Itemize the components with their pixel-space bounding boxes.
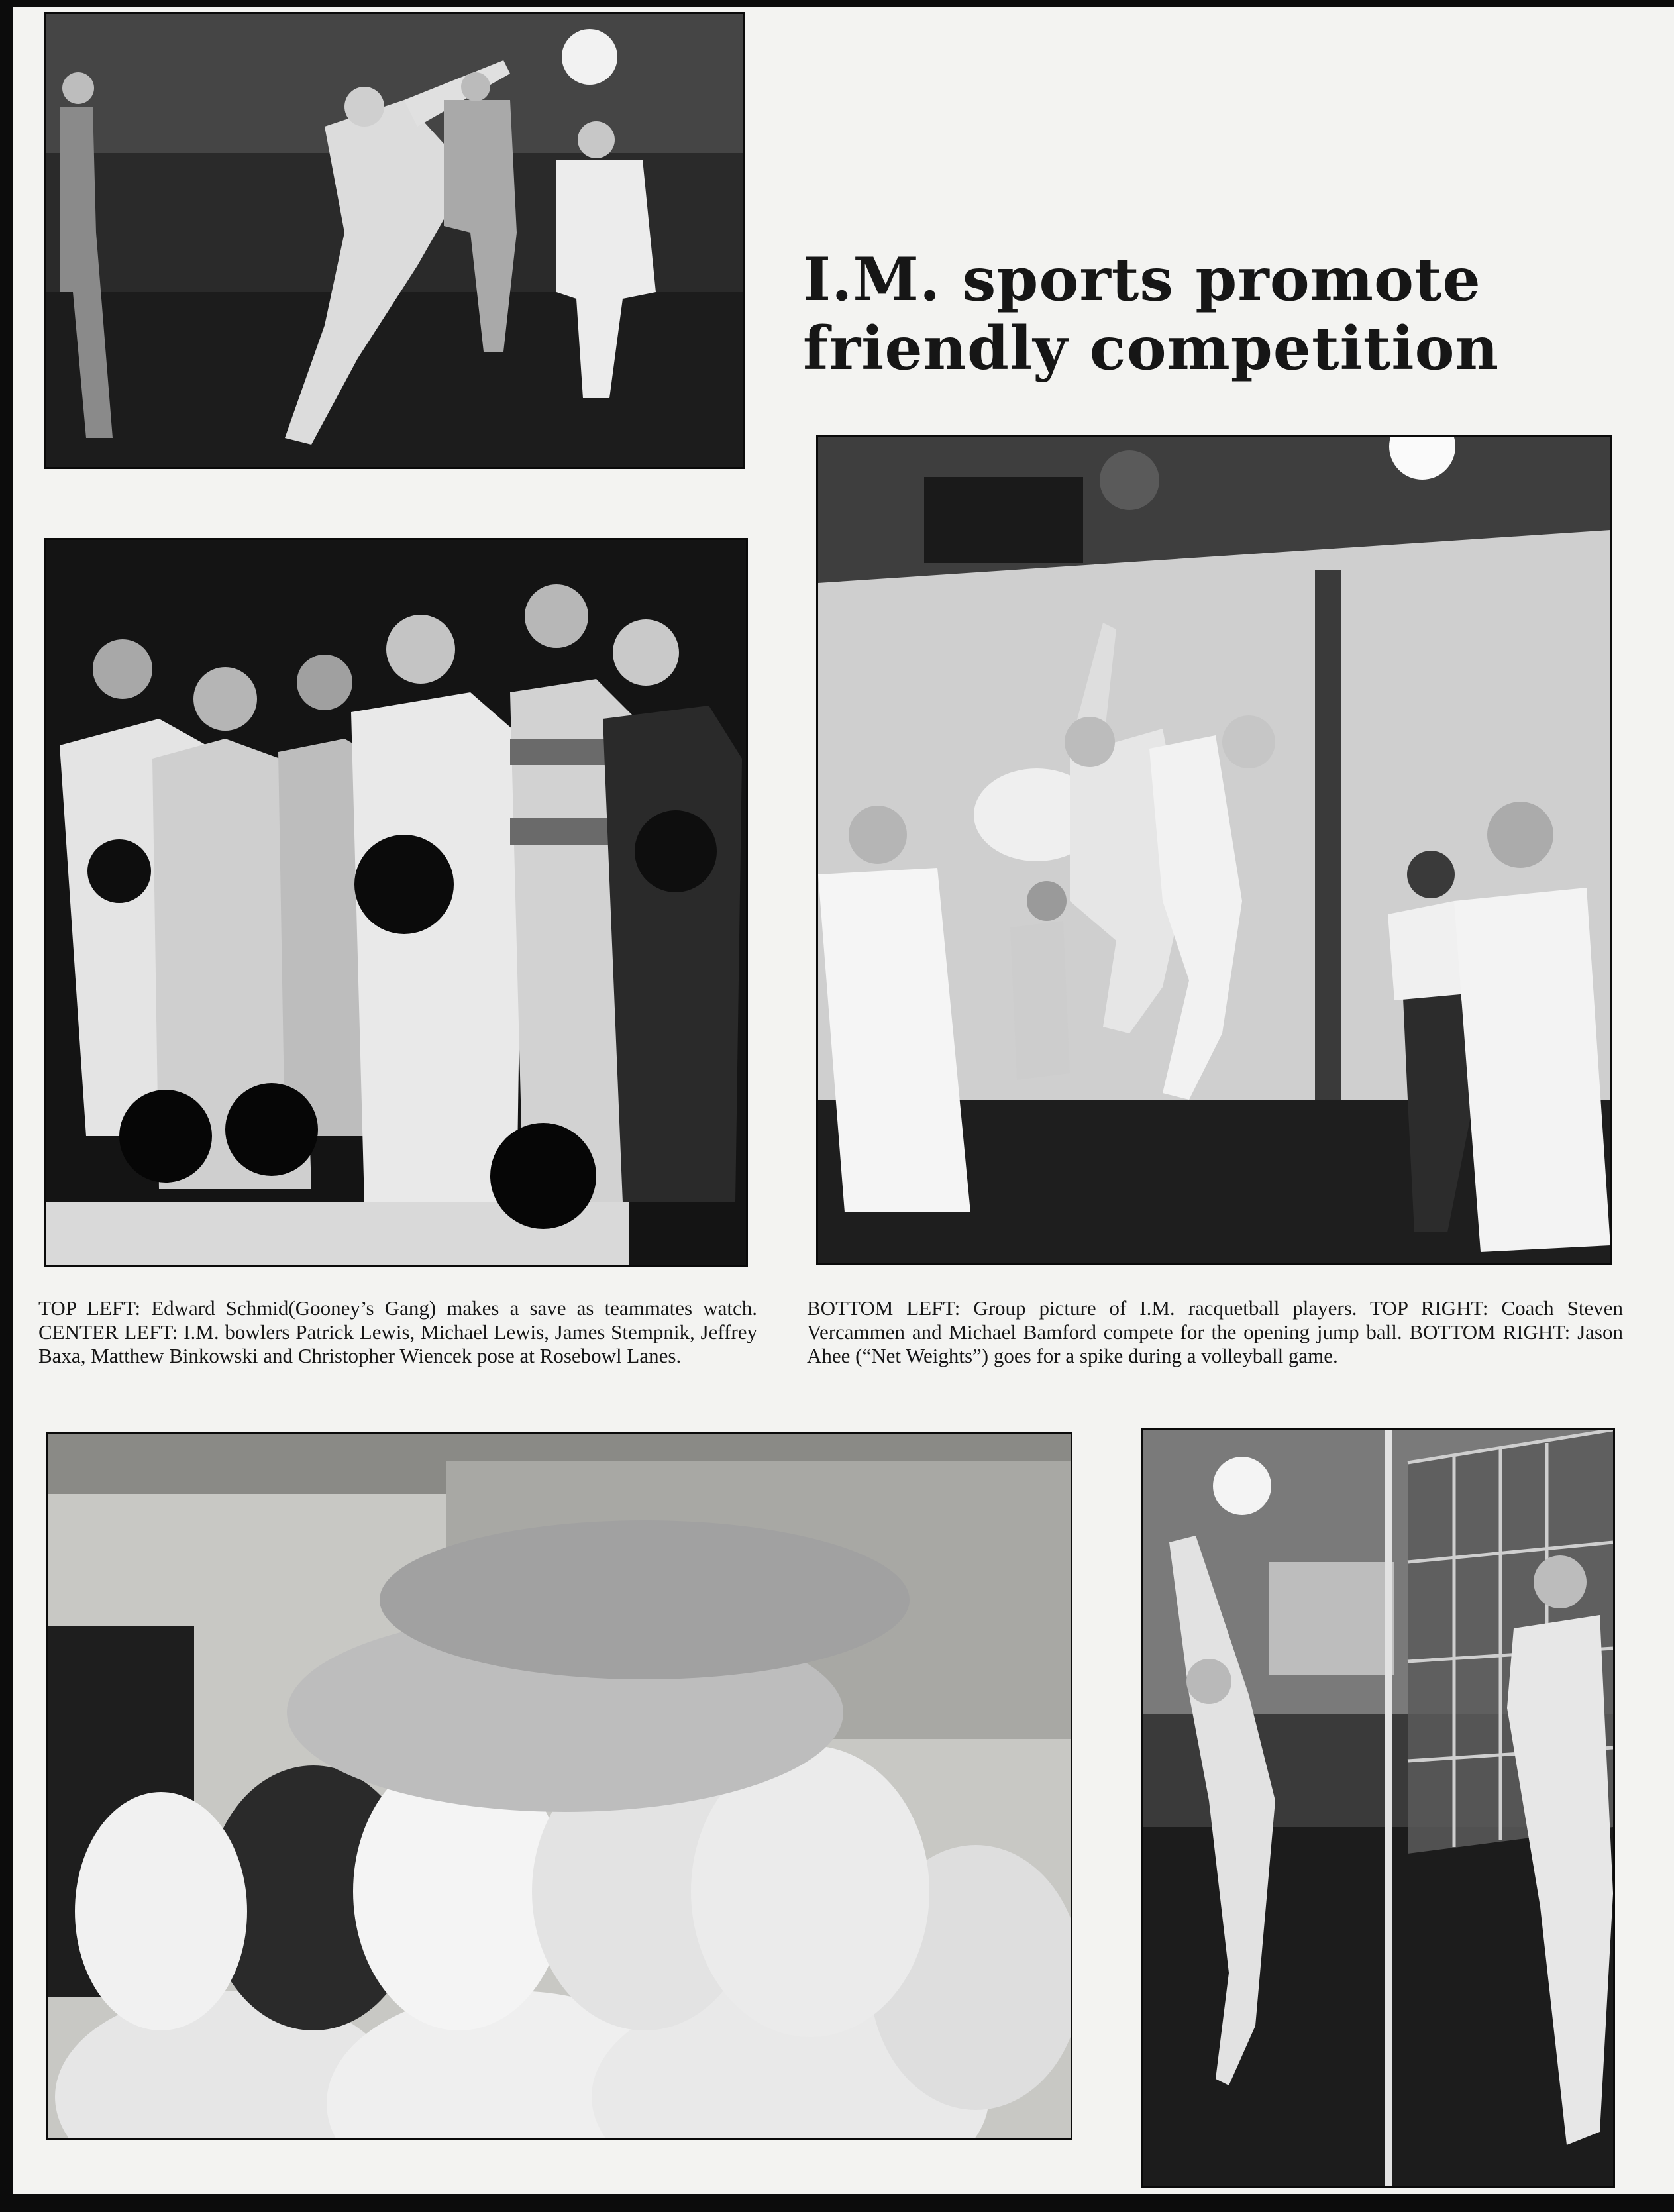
caption-right: BOTTOM LEFT: Group picture of I.M. racquetball players. TOP RIGHT: Coach Steven Vercammen and Michael Bamford compete for the opening jump ball. BOTTOM RIGHT: Jason Ahee (“Net Weights”) goes for a spike during a volleyball game. bbox=[807, 1296, 1623, 1367]
bowling-ball-icon bbox=[490, 1123, 596, 1229]
basketball-icon bbox=[1100, 450, 1159, 510]
photo-bottom-right bbox=[1141, 1428, 1615, 2188]
bowlers-scene bbox=[46, 540, 746, 1265]
top-border bbox=[0, 0, 1674, 7]
basketball-scene bbox=[818, 437, 1610, 1263]
bottom-border bbox=[0, 2194, 1674, 2212]
dodgeball-scene bbox=[46, 14, 743, 467]
ball-icon bbox=[562, 29, 617, 85]
bowling-ball-icon bbox=[225, 1083, 318, 1176]
photo-top-left bbox=[44, 12, 745, 469]
photo-bottom-left bbox=[46, 1432, 1072, 2140]
left-border bbox=[0, 0, 13, 2212]
racquetball-group-scene bbox=[48, 1434, 1071, 2138]
photo-top-right bbox=[816, 435, 1612, 1265]
caption-left: TOP LEFT: Edward Schmid(Gooney’s Gang) makes a save as teammates watch. CENTER LEFT: I.M. bowlers Patrick Lewis, Michael Lewis, James Stempnik, Jeffrey Baxa, Matthew Binkowski and Christopher Wiencek pose at Rosebowl Lanes. bbox=[38, 1296, 757, 1367]
page-title bbox=[803, 245, 1598, 383]
bowling-ball-icon bbox=[354, 835, 454, 934]
headline-line-2: friendly competition bbox=[803, 313, 1500, 384]
photo-center-left bbox=[44, 538, 748, 1267]
volleyball-scene bbox=[1143, 1430, 1613, 2186]
bowling-ball-icon bbox=[87, 839, 151, 903]
volleyball-icon bbox=[1213, 1457, 1271, 1515]
headline-line-1: I.M. sports promote bbox=[803, 244, 1481, 315]
bowling-ball-icon bbox=[635, 810, 717, 892]
bowling-ball-icon bbox=[119, 1090, 212, 1183]
